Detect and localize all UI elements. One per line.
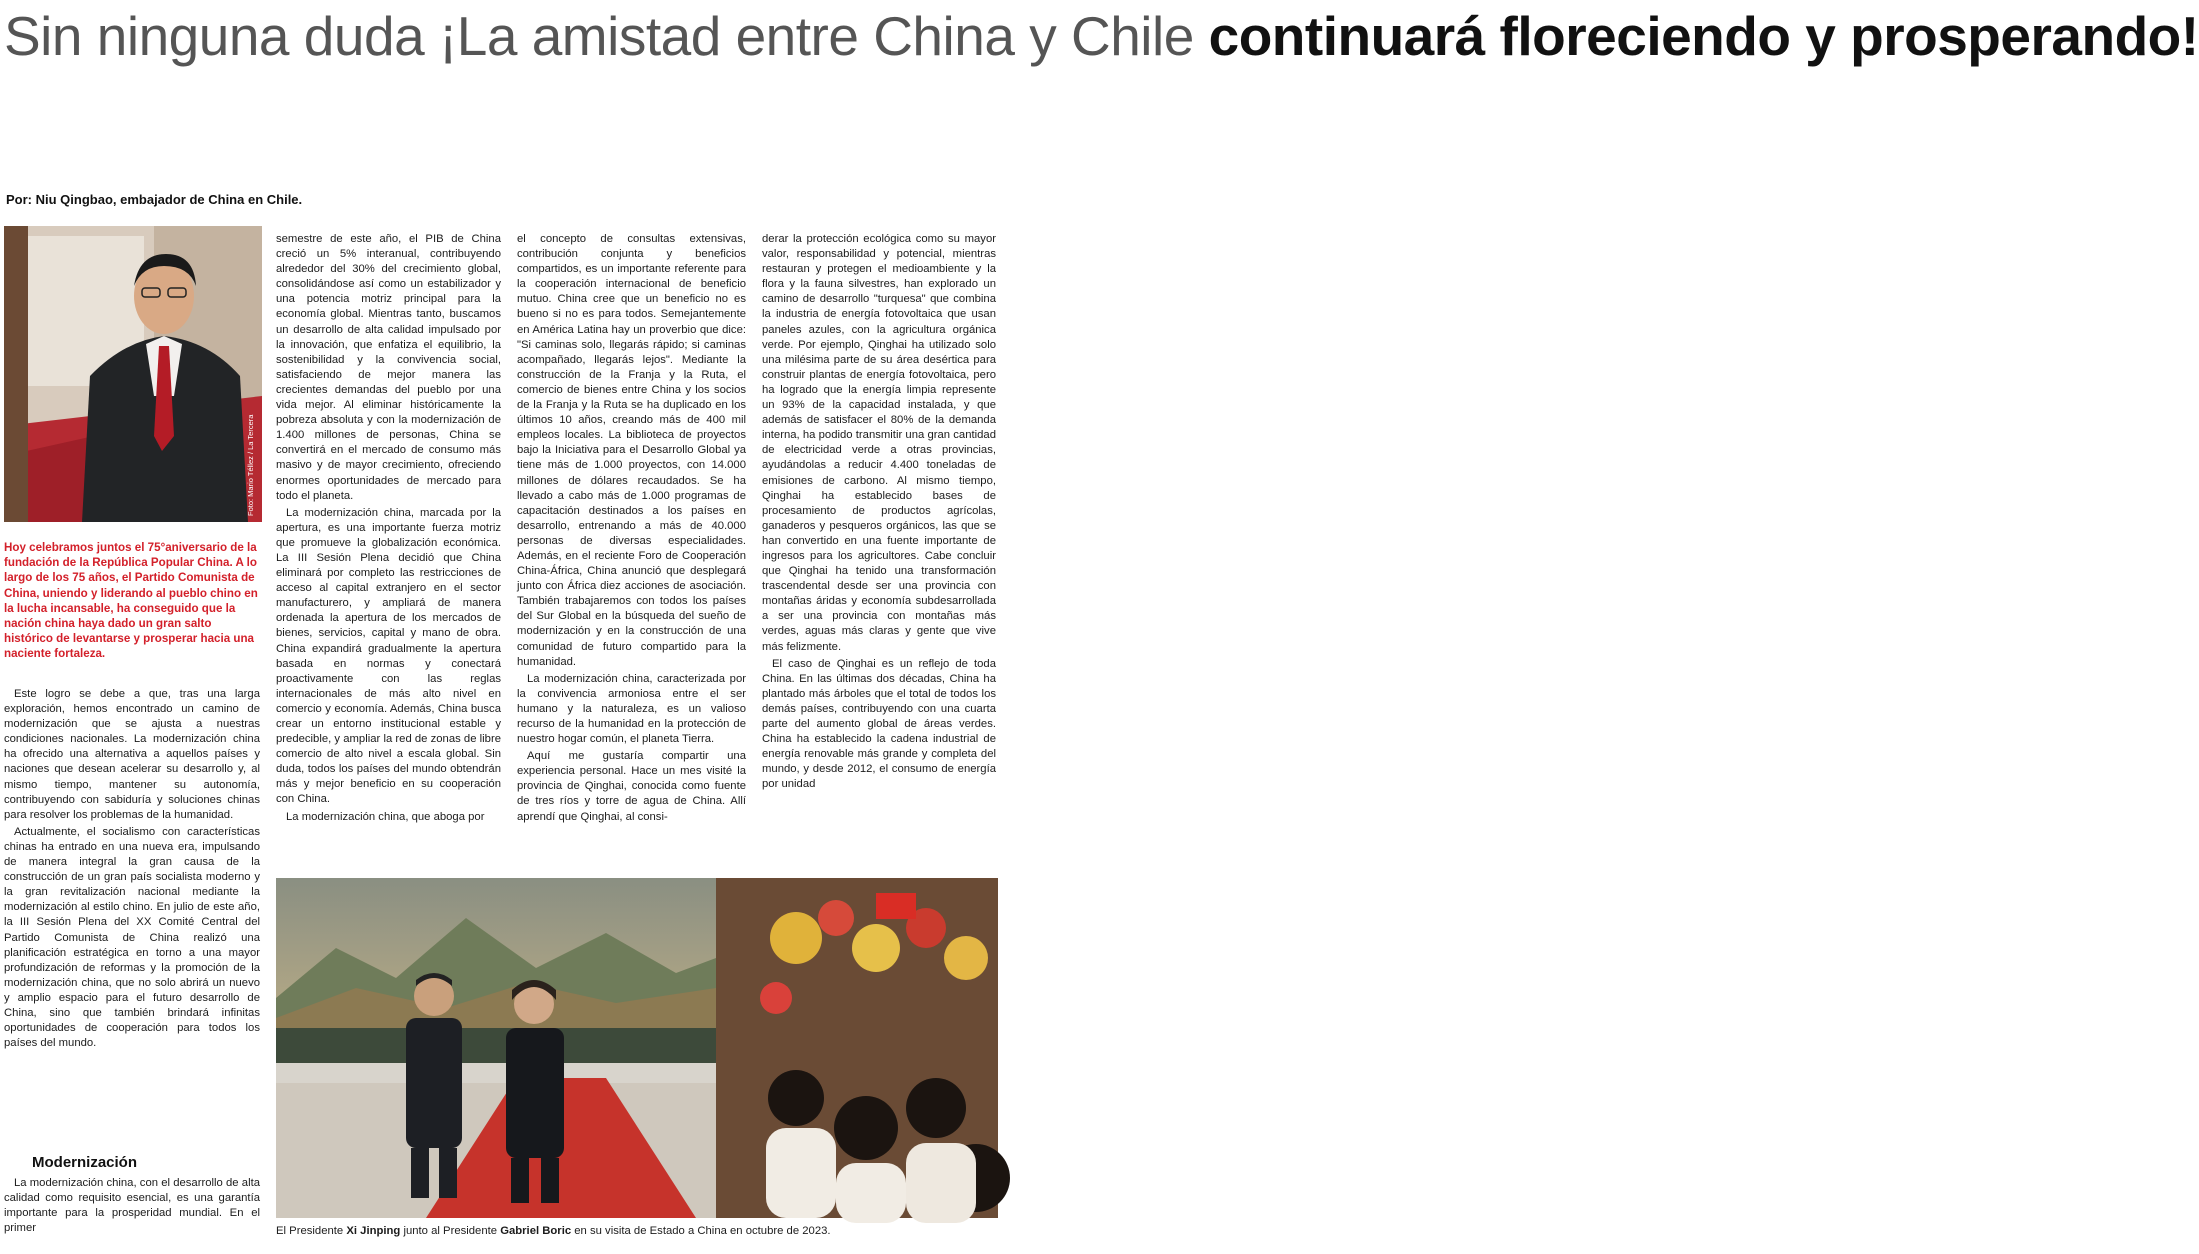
caption-text-2: junto al Presidente: [400, 1225, 501, 1237]
portrait-illustration: [4, 226, 262, 522]
col1-paragraph-3: La modernización china, con el desarrollo de alta calidad como requisito esencial, es una garantía importante para la prosperidad mundial. En el primer: [4, 1177, 260, 1235]
section-heading-modernizacion: Modernización: [32, 1154, 138, 1171]
state-visit-illustration: [276, 878, 998, 1218]
caption-name-xi: Xi Jinping: [346, 1225, 401, 1237]
caption-text-1: El Presidente: [276, 1225, 347, 1237]
state-visit-photo: [276, 878, 998, 1218]
photo-credit: Foto: Mario Téllez / La Tercera: [246, 414, 255, 516]
col3-paragraph-3: Aquí me gustaría compartir una experiencia personal. Hace un mes visité la provincia de Qinghai, conocida como fuente de tres ríos y torre de agua de China. Allí aprendí que Qinghai, al consi-: [517, 750, 746, 823]
column-1: [4, 687, 260, 1051]
col4-paragraph-1: derar la protección ecológica como su mayor valor, responsabilidad y potencial, mientras restauran y protegen el medioambiente y la flora y la fauna silvestres, han explorado un camino de desarrollo "turquesa" que combina la industria de energía fotovoltaica que usan paneles azules, con la agricultura orgánica verde. Por ejemplo, Qinghai ha utilizado solo una milésima parte de su área desértica para construir plantas de energía fotovoltaica, pero ha logrado que la energía limpia represente un 93% de la capacidad instalada, y que además de satisfacer el 80% de la demanda interna, ha podido transmitir una gran cantidad de electricidad verde a otras provincias, ayudándolas a reducir 4.400 toneladas de emisiones de carbono. Al mismo tiempo, Qinghai ha establecido bases de procesamiento de productos agrícolas, ganaderos y pesqueros orgánicos, las que se han convertido en una fuente importante de ingresos para los agricultores. Cabe concluir que Qinghai ha tenido una transformación trascendental desde ser una provincia con montañas áridas y economía subdesarrollada a ser una provincia con montañas más verdes, aguas más claras y gente que vive más felizmente.: [762, 233, 996, 653]
col3-paragraph-1: el concepto de consultas extensivas, contribución conjunta y beneficios compartidos, es un importante referente para la cooperación internacional de beneficio mutuo. China cree que un beneficio no es bueno si no es para todos. Semejantemente en América Latina hay un proverbio que dice: "Si caminas solo, llegarás rápido; si caminas acompañado, llegarás lejos". Mediante la construcción de la Franja y la Ruta, el comercio de bienes entre China y los socios de la Franja y la Ruta se ha duplicado en los últimos 10 años, creando más de 400 mil empleos locales. La biblioteca de proyectos bajo la Iniciativa para el Desarrollo Global ya tiene más de 1.000 proyectos, con 14.000 millones de dólares recaudados. Se ha llevado a cabo más de 1.000 programas de capacitación destinados a los países en desarrollo, entrenando a más de 40.000 personas de diversas especialidades. Además, en el reciente Foro de Cooperación China-África, China anunció que desplegará junto con África diez acciones de asociación. También trabajaremos con todos los países del Sur Global en la búsqueda del sueño de modernización y en la construcción de una comunidad de futuro compartido para la humanidad.: [517, 233, 746, 668]
headline-light: Sin ninguna duda ¡La amistad entre China y Chile: [4, 5, 1209, 67]
byline: Por: Niu Qingbao, embajador de China en Chile.: [6, 192, 303, 207]
column-2: [276, 232, 501, 825]
col2-paragraph-1: semestre de este año, el PIB de China creció un 5% interanual, contribuyendo alrededor del 30% del crecimiento global, consolidándose así como un estabilizador y una potencia motriz principal para la economía global. Mientras tanto, buscamos un desarrollo de alta calidad impulsado por la innovación, que enfatiza el equilibrio, la sostenibilidad y la convivencia social, satisfaciendo de mejor manera las crecientes demandas del pueblo por una vida mejor. Al eliminar históricamente la pobreza absoluta y con la modernización de 1.400 millones de personas, China se convertirá en el mercado de consumo más masivo y de mayor crecimiento, ofreciendo enormes oportunidades de mercado para todo el planeta.: [276, 233, 501, 502]
column-4: [762, 232, 996, 792]
headline: [4, 5, 2199, 67]
photo-caption: [276, 1224, 998, 1238]
caption-name-boric: Gabriel Boric: [500, 1225, 572, 1237]
column-1-end: [4, 1176, 260, 1236]
caption-text-3: en su visita de Estado a China en octubre de 2023.: [571, 1225, 831, 1237]
col2-paragraph-3: La modernización china, que aboga por: [286, 810, 485, 823]
ambassador-portrait: [4, 226, 262, 522]
col1-paragraph-1: Este logro se debe a que, tras una larga exploración, hemos encontrado un camino de modernización que se ajusta a nuestras condiciones nacionales. La modernización china ha ofrecido una alternativa a aquellos países y naciones que desean acelerar su desarrollo y, al mismo tiempo, mantener su autonomía, contribuyendo con sabiduría y soluciones chinas para resolver los problemas de la humanidad.: [4, 688, 260, 821]
col3-paragraph-2: La modernización china, caracterizada por la convivencia armoniosa entre el ser humano y la naturaleza, es un valioso recurso de la humanidad en la protección de nuestro hogar común, el planeta Tierra.: [517, 672, 746, 746]
headline-bold: continuará floreciendo y prosperando!: [1208, 5, 2199, 67]
column-3: [517, 232, 746, 825]
lead-paragraph: Hoy celebramos juntos el 75°aniversario de la fundación de la República Popular China. A lo largo de los 75 años, el Partido Comunista de China, uniendo y liderando al pueblo chino en la lucha incansable, ha conseguido que la nación china haya dado un gran salto histórico de levantarse y prosperar hacia una naciente fortaleza.: [4, 541, 258, 661]
col2-paragraph-2: La modernización china, marcada por la apertura, es una importante fuerza motriz que promueve la globalización económica. La III Sesión Plena decidió que China eliminará por completo las restricciones de acceso al capital extranjero en el sector manufacturero, y ampliará de manera ordenada la apertura de los mercados de bienes, servicios, capital y mano de obra. China expandirá gradualmente la apertura basada en normas y conectará proactivamente con las reglas internacionales de más alto nivel en comercio y economía. Además, China busca crear un entorno institucional estable y predecible, y ampliar la red de zonas de libre comercio de alto nivel a escala global. Sin duda, todos los países del mundo obtendrán más y mejor beneficio en su cooperación con China.: [276, 506, 501, 806]
col4-paragraph-2: El caso de Qinghai es un reflejo de toda China. En las últimas dos décadas, China ha plantado más árboles que el total de todos los demás países, contribuyendo con una cuarta parte del aumento global de áreas verdes. China ha establecido la cadena industrial de energía renovable más grande y completa del mundo, y desde 2012, el consumo de energía por unidad: [762, 657, 996, 791]
col1-paragraph-2: Actualmente, el socialismo con características chinas ha entrado en una nueva era, impulsando de manera integral la gran causa de la construcción de un gran país socialista moderno y la gran revitalización nacional mediante la modernización al estilo chino. En julio de este año, la III Sesión Plena del XX Comité Central del Partido Comunista de China realizó una planificación estratégica en torno a una mayor profundización de reformas y la promoción de la modernización china, que no solo abrirá un nuevo y amplio espacio para el futuro desarrollo de China, sino que también brindará infinitas oportunidades de cooperación para todos los países del mundo.: [4, 825, 260, 1050]
